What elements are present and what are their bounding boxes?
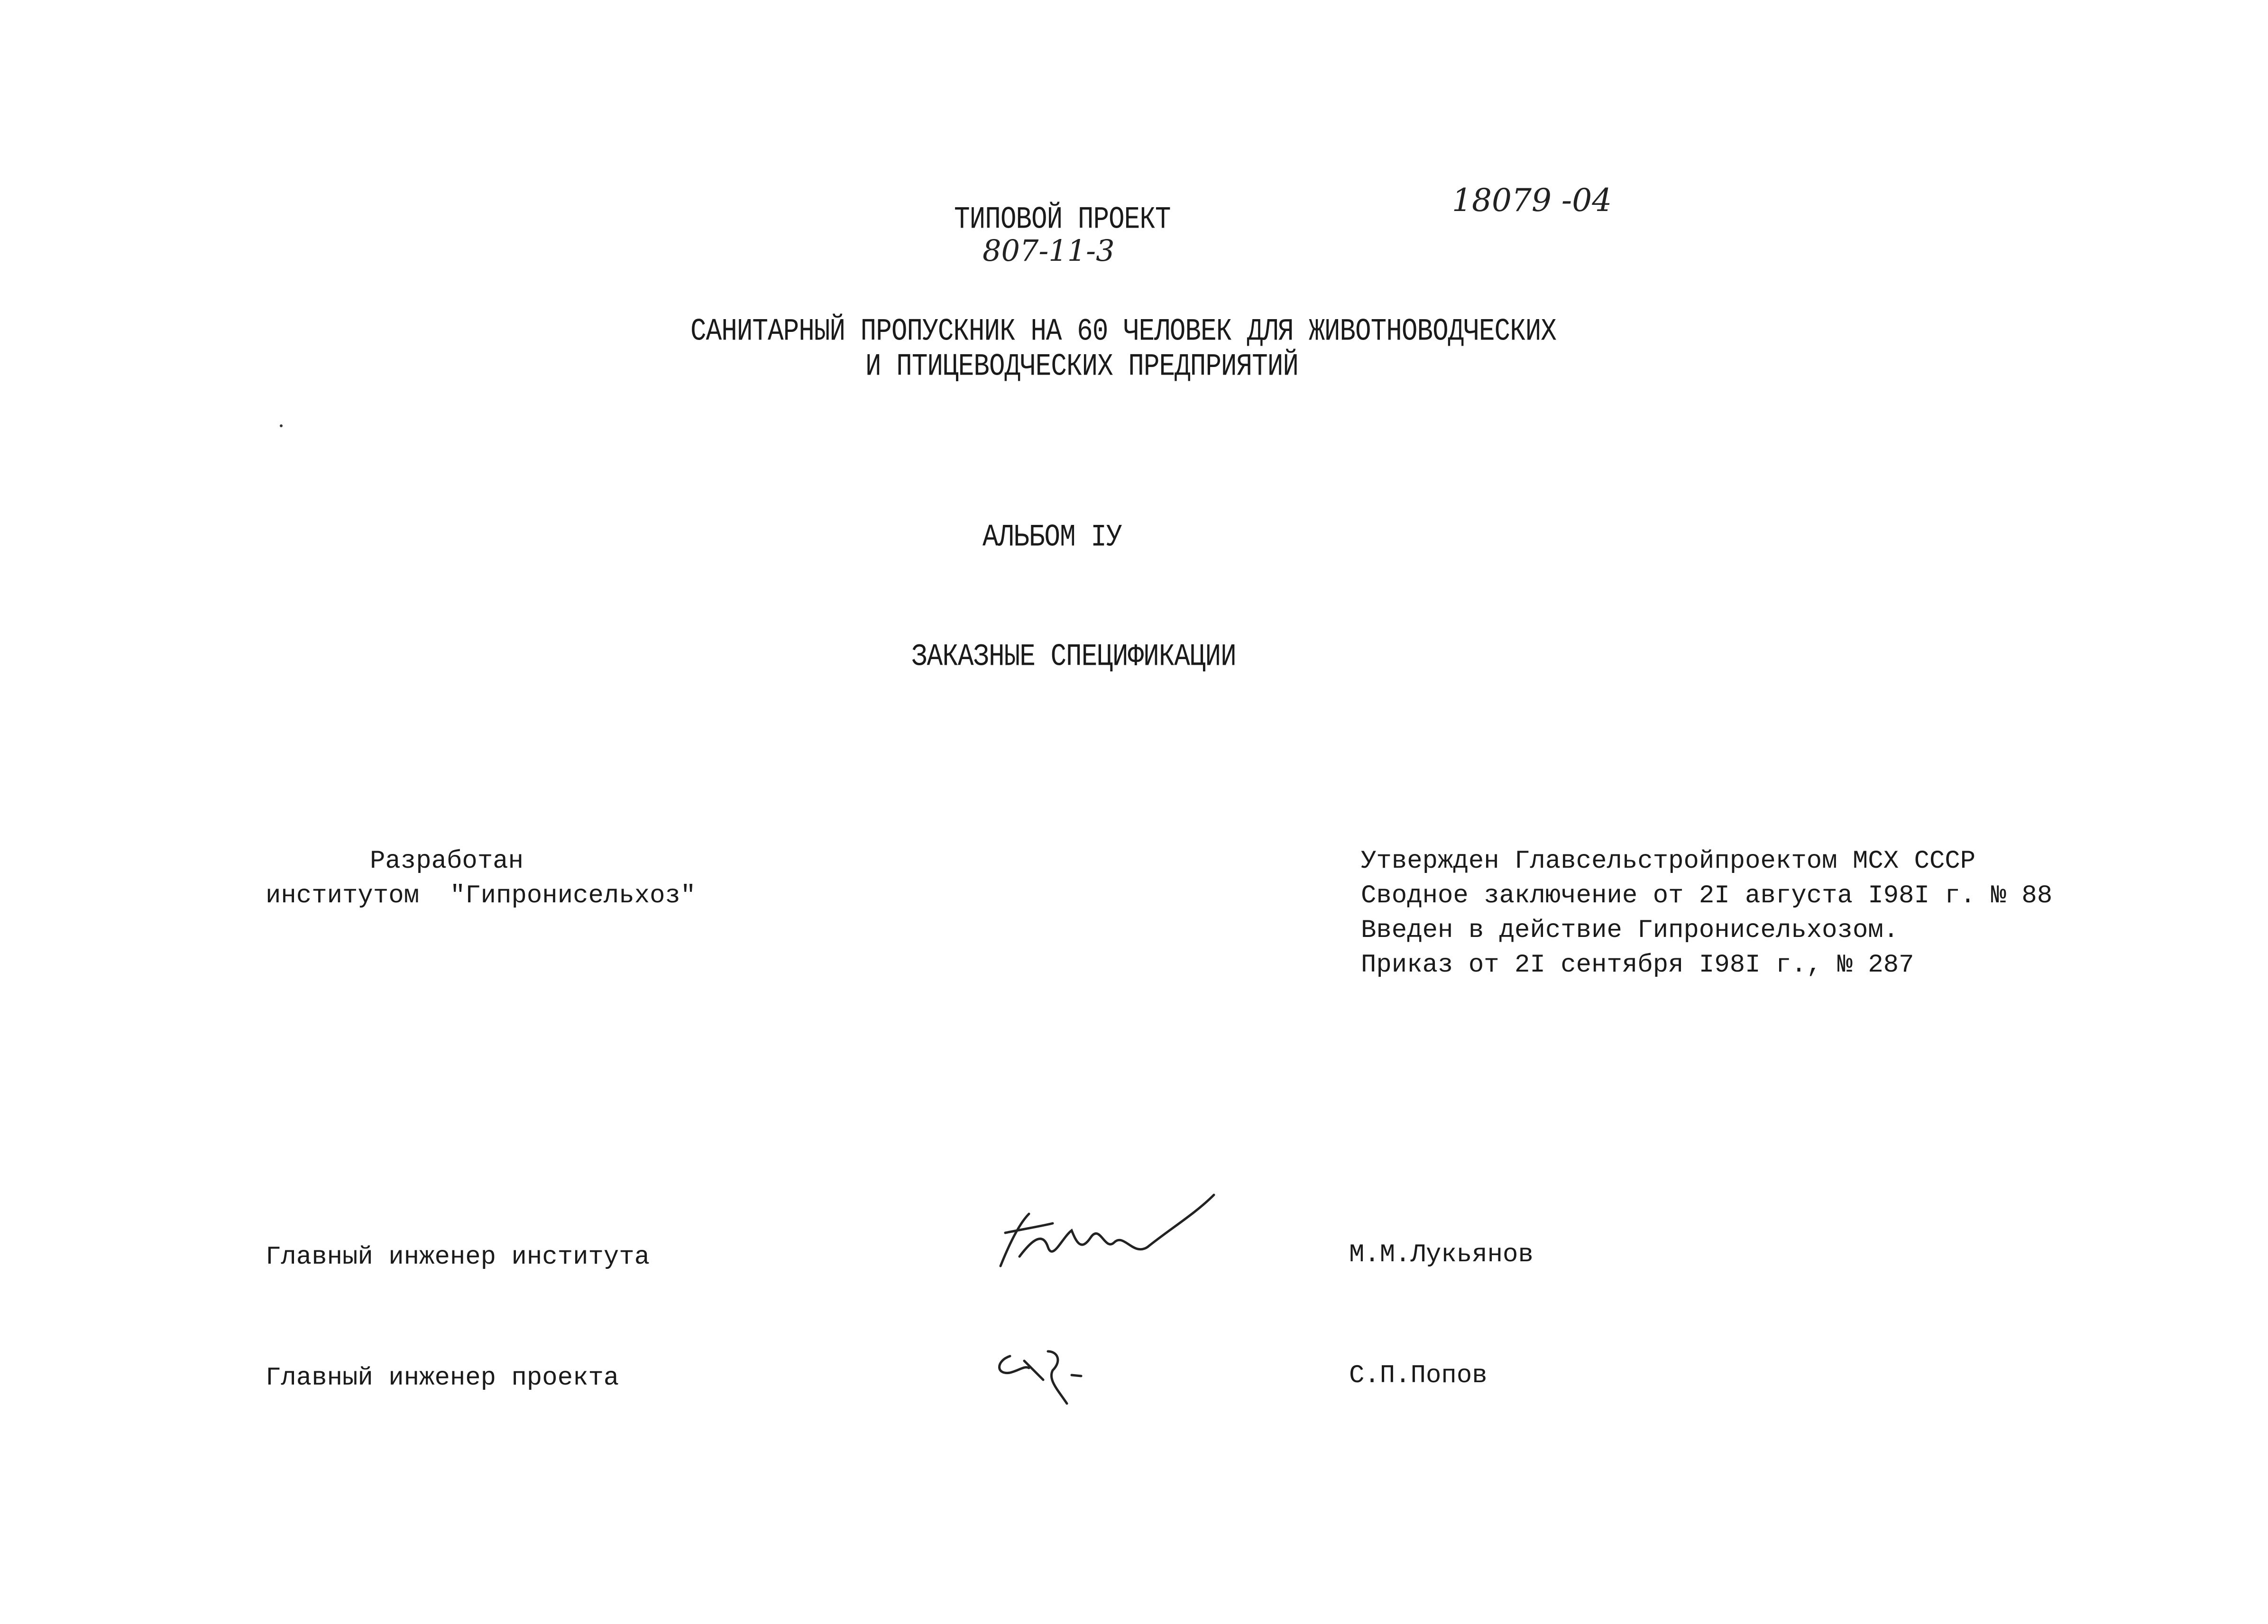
type-project-label: ТИПОВОЙ ПРОЕКТ (954, 202, 1171, 238)
signatory-name-1: М.М.Лукьянов (1349, 1240, 1533, 1269)
document-title-line-2: И ПТИЦЕВОДЧЕСКИХ ПРЕДПРИЯТИЙ (865, 349, 1298, 385)
approval-line-4: Приказ от 2I сентября I98I г., № 287 (1361, 951, 1914, 980)
approval-line-1: Утвержден Главсельстройпроектом МСХ СССР (1361, 847, 1976, 876)
archive-number: 18079 -04 (1452, 182, 1612, 219)
signature-chief-engineer-institute (991, 1185, 1219, 1280)
section-title: ЗАКАЗНЫЕ СПЕЦИФИКАЦИИ (911, 639, 1236, 675)
developer-line-1: Разработан (370, 847, 524, 876)
signatory-name-2: С.П.Попов (1349, 1361, 1488, 1390)
document-title-line-1: САНИТАРНЫЙ ПРОПУСКНИК НА 60 ЧЕЛОВЕК ДЛЯ ЖИВОТНОВОДЧЕСКИХ (690, 313, 1556, 349)
signature-chief-engineer-project (991, 1342, 1105, 1408)
approval-line-2: Сводное заключение от 2I августа I98I г. № 88 (1361, 881, 2053, 910)
signatory-role-2: Главный инженер проекта (266, 1364, 619, 1393)
signatory-role-1: Главный инженер института (266, 1243, 650, 1272)
project-number: 807-11-3 (982, 233, 1115, 268)
developer-line-2: институтом "Гипронисельхоз" (266, 881, 696, 910)
approval-line-3: Введен в действие Гипронисельхозом. (1361, 916, 1899, 945)
scan-speck (280, 424, 283, 427)
album-label: АЛЬБОМ IУ (982, 519, 1122, 555)
